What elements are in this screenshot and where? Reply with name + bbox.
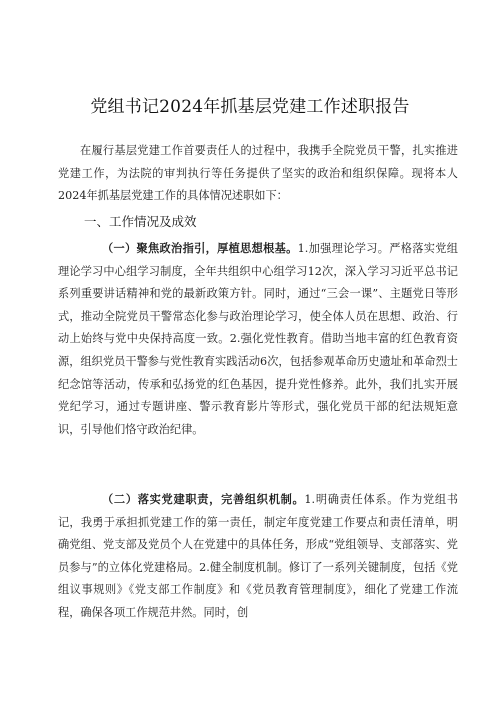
section-heading: 一、工作情况及成效 [84, 214, 197, 229]
document-title: 党组书记2024年抓基层党建工作述职报告 [90, 97, 410, 117]
item2-text: 1.明确责任体系。作为党组书记，我勇于承担抓党建工作的第一责任，制定年度党建工作要点和责任清单，明确党组、党支部及党员个人在党建中的具体任务，形成“党组领导、支部落实、党员参与”的立体化党建格局。2.健全制度机制。修订了一系列关键制度，包括《党组议事规则》《党支部工作制度》和《党员教育管理制度》，细化了党建工作流程，确保各项工作规范井然。同时，创 [58, 493, 458, 619]
item1-lead: （一）聚焦政治指引，厚植思想根基。 [102, 241, 298, 255]
item1-paragraph [58, 237, 458, 441]
intro-paragraph: 在履行基层党建工作首要责任人的过程中，我携手全院党员干警，扎实推进党建工作，为法院的审判执行等任务提供了坚实的政治和组织保障。现将本人2024年抓基层党建工作的具体情况述职如下： [58, 144, 458, 203]
item2-paragraph [58, 488, 458, 625]
item1-text: 1.加强理论学习。严格落实党组理论学习中心组学习制度，全年共组织中心组学习12次，深入学习习近平总书记系列重要讲话精神和党的最新政策方针。同时，通过“三会一课”、主题党日等形式，推动全院党员干警常态化参与政治理论学习，使全体人员在思想、政治、行动上始终与党中央保持高度一致。2.强化党性教育。借助当地丰富的红色教育资源，组织党员干警参与党性教育实践活动6次，包括参观革命历史遗址和革命烈士纪念馆等活动，传承和弘扬党的红色基因，提升党性修养。此外，我们扎实开展党纪学习，通过专题讲座、警示教育影片等形式，强化党员干部的纪法规矩意识，引导他们恪守政治纪律。 [58, 242, 458, 436]
item2-lead: （二）落实党建职责，完善组织机制。 [102, 492, 305, 506]
